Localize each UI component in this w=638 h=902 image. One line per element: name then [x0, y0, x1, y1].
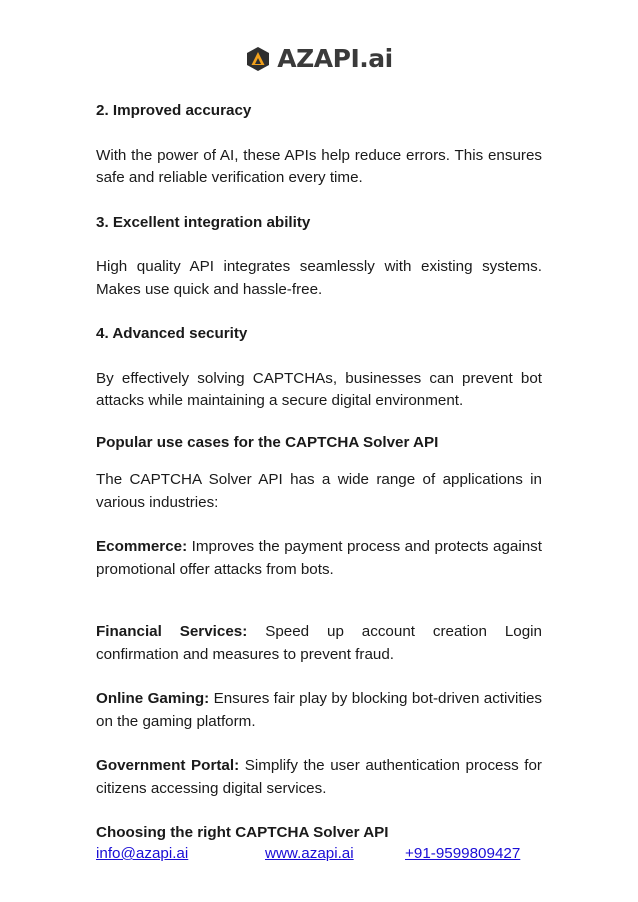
use-case-label: Ecommerce:	[96, 538, 188, 555]
document-body	[96, 100, 542, 845]
use-case-item	[96, 536, 542, 581]
use-case-label: Government Portal:	[96, 757, 240, 774]
footer-website-link[interactable]: www.azapi.ai	[265, 845, 354, 862]
closing-heading: Choosing the right CAPTCHA Solver API	[96, 824, 389, 841]
section-paragraph: High quality API integrates seamlessly with existing systems. Makes use quick and hassle-free.	[96, 258, 542, 298]
use-cases-heading: Popular use cases for the CAPTCHA Solver API	[96, 433, 439, 451]
section-paragraph: By effectively solving CAPTCHAs, businesses can prevent bot attacks while maintaining a secure digital environment.	[96, 369, 542, 409]
use-case-item	[96, 621, 542, 666]
use-case-text: Speed up account creation Login confirmation and measures to prevent fraud.	[96, 623, 542, 663]
footer-phone-link[interactable]: +91-9599809427	[405, 845, 521, 862]
use-case-text: Ensures fair play by blocking bot-driven activities on the gaming platform.	[96, 690, 542, 730]
section-heading: 2. Improved accuracy	[96, 102, 252, 119]
section-heading: 4. Advanced security	[96, 325, 248, 342]
section-paragraph: With the power of AI, these APIs help reduce errors. This ensures safe and reliable verification every time.	[96, 146, 542, 186]
use-case-item	[96, 688, 542, 733]
azapi-hexagon-logo-icon	[245, 46, 271, 72]
footer-email-link[interactable]: info@azapi.ai	[96, 845, 189, 862]
use-case-item	[96, 755, 542, 800]
use-case-text: Improves the payment process and protects against promotional offer attacks from bots.	[96, 538, 542, 578]
use-case-text: Simplify the user authentication process for citizens accessing digital services.	[96, 757, 542, 797]
use-case-label: Financial Services:	[96, 623, 248, 640]
section-heading: 3. Excellent integration ability	[96, 213, 311, 231]
use-cases-intro: The CAPTCHA Solver API has a wide range of applications in various industries:	[96, 471, 542, 511]
use-case-label: Online Gaming:	[96, 690, 210, 707]
brand-name: AZAPI.ai	[277, 44, 393, 73]
brand-logo	[0, 44, 638, 74]
